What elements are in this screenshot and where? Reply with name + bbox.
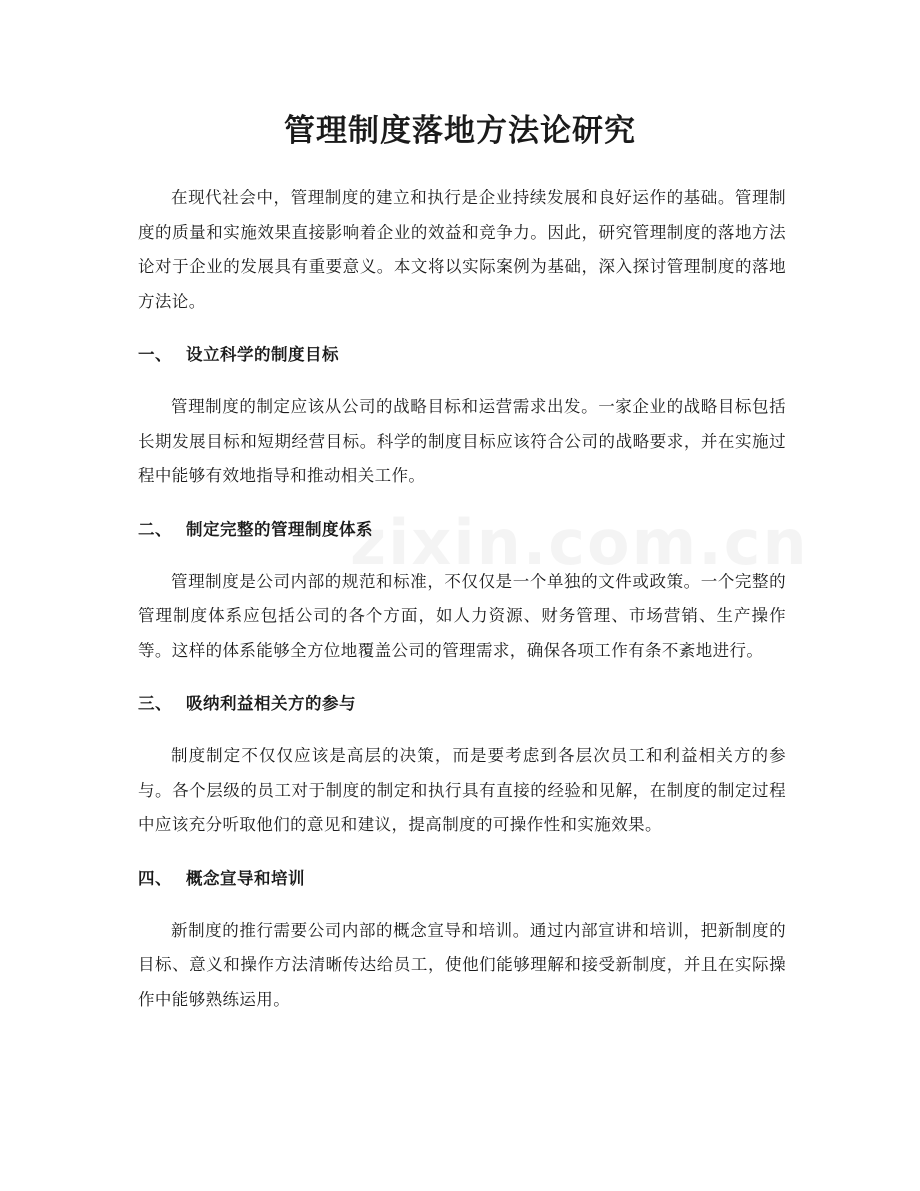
section-number: 一、 xyxy=(138,345,172,364)
section-heading-4 xyxy=(138,862,786,896)
section-heading-text: 概念宣导和培训 xyxy=(186,868,305,888)
section-heading-1 xyxy=(138,338,786,372)
section-heading-text: 制定完整的管理制度体系 xyxy=(186,519,373,539)
section-number: 二、 xyxy=(138,519,172,539)
section-paragraph-1: 管理制度的制定应该从公司的战略目标和运营需求出发。一家企业的战略目标包括长期发展目标和短期经营目标。科学的制度目标应该符合公司的战略要求，并在实施过程中能够有效地指导和推动相关工作。 xyxy=(138,397,786,485)
section-heading-text: 设立科学的制度目标 xyxy=(186,345,339,364)
section-number: 四、 xyxy=(138,868,172,888)
intro-paragraph: 在现代社会中，管理制度的建立和执行是企业持续发展和良好运作的基础。管理制度的质量和实施效果直接影响着企业的效益和竞争力。因此，研究管理制度的落地方法论对于企业的发展具有重要意义。本文将以实际案例为基础，深入探讨管理制度的落地方法论。 xyxy=(138,188,786,311)
section-heading-3 xyxy=(138,687,786,721)
section-paragraph-3: 制度制定不仅仅应该是高层的决策，而是要考虑到各层次员工和利益相关方的参与。各个层级的员工对于制度的制定和执行具有直接的经验和见解，在制度的制定过程中应该充分听取他们的意见和建议，提高制度的可操作性和实施效果。 xyxy=(138,746,786,834)
section-paragraph-2: 管理制度是公司内部的规范和标准，不仅仅是一个单独的文件或政策。一个完整的管理制度体系应包括公司的各个方面，如人力资源、财务管理、市场营销、生产操作等。这样的体系能够全方位地覆盖公司的管理需求，确保各项工作有条不紊地进行。 xyxy=(138,571,786,660)
section-heading-2 xyxy=(138,513,786,547)
section-paragraph-4: 新制度的推行需要公司内部的概念宣导和培训。通过内部宣讲和培训，把新制度的目标、意义和操作方法清晰传达给员工，使他们能够理解和接受新制度，并且在实际操作中能够熟练运用。 xyxy=(138,920,786,1009)
section-heading-text: 吸纳利益相关方的参与 xyxy=(186,694,356,713)
document-body xyxy=(138,181,786,1017)
section-number: 三、 xyxy=(138,694,172,713)
document-title: 管理制度落地方法论研究 xyxy=(284,113,636,149)
